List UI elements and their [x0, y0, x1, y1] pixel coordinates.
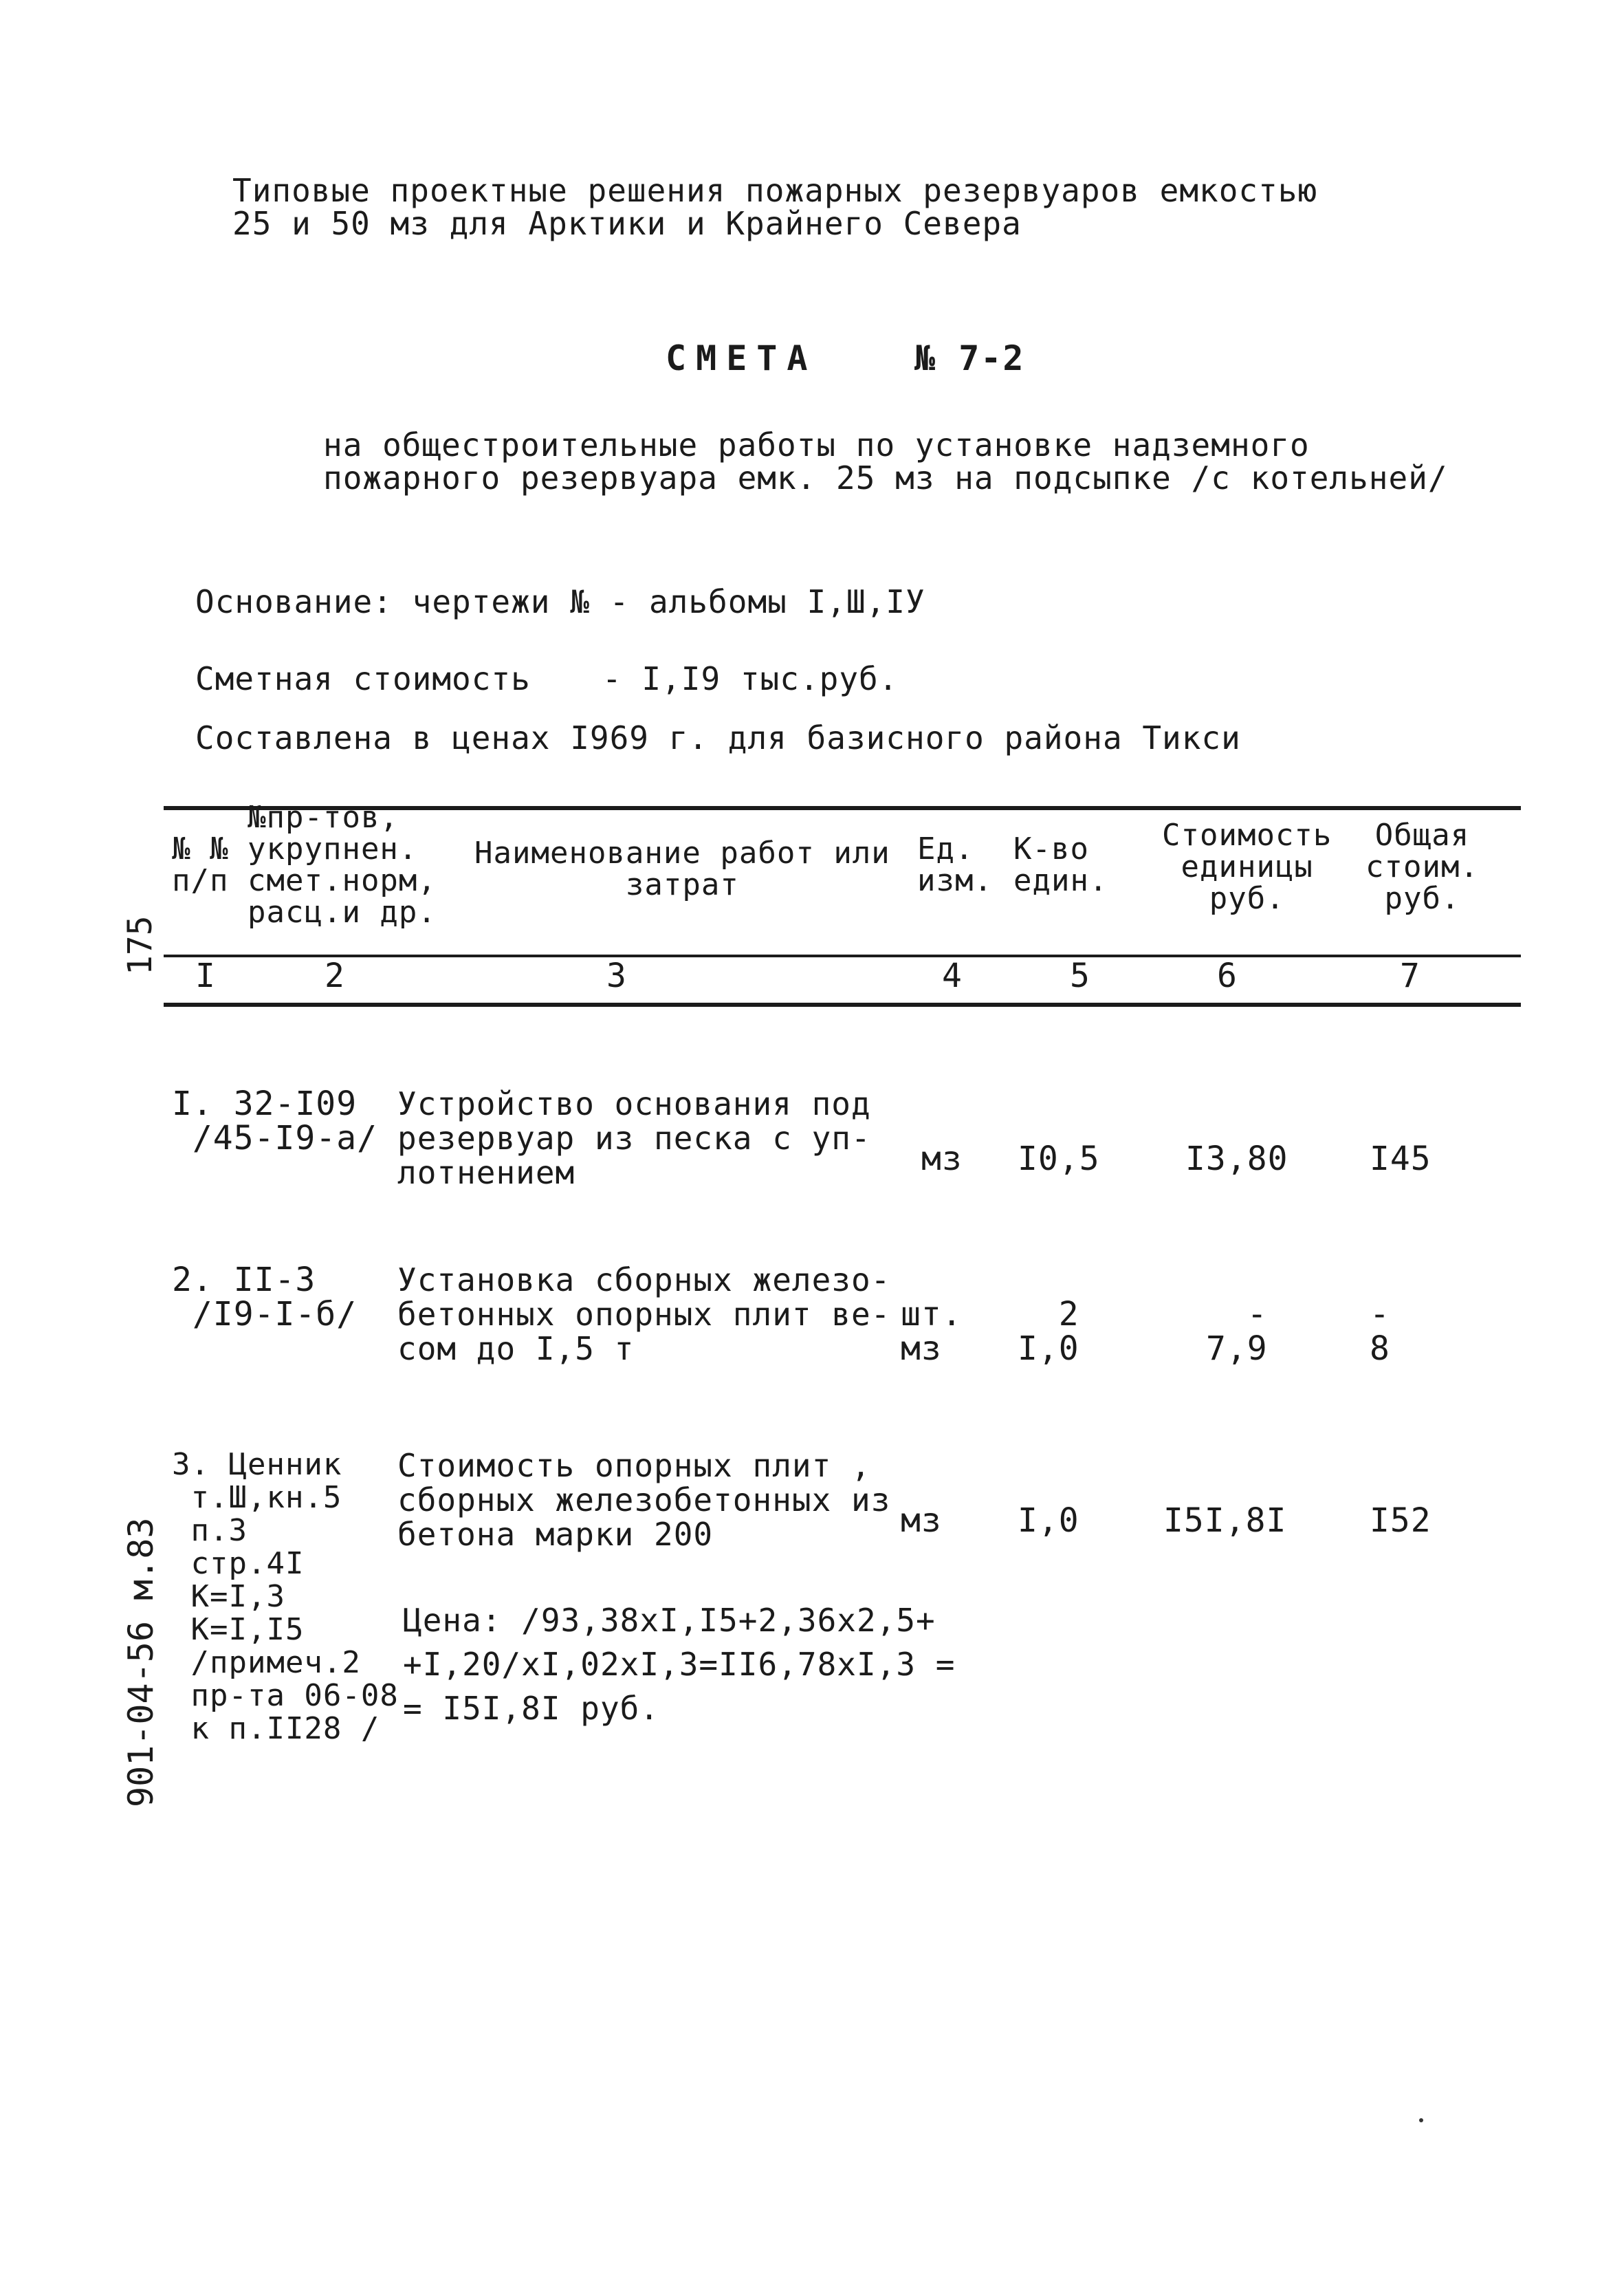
row-total: - 8	[1370, 1295, 1390, 1368]
row-unit: мз	[921, 1140, 963, 1178]
row-unit-price: I5I,8I	[1163, 1501, 1287, 1540]
row-unit: мз	[901, 1501, 942, 1540]
header-col-5: К-во един.	[1013, 831, 1108, 898]
row-total: I45	[1370, 1140, 1431, 1178]
header-col-1: № № п/п	[172, 831, 229, 898]
row-unit: шт. мз	[901, 1295, 963, 1368]
row-ref: 3. Ценник т.Ш,кн.5 п.3 стр.4I К=I,3 К=I,I5 /примеч.2 пр-та 06-08 к п.II28 /	[172, 1447, 399, 1746]
col-number: 5	[1070, 957, 1090, 995]
side-document-code: 901-04-56 м.83	[121, 1517, 161, 1807]
header-col-2: №пр-тов, укрупнен. смет.норм, расц.и др.	[248, 800, 437, 930]
stray-mark	[1419, 2118, 1423, 2122]
header-col-6: Стоимость единицы руб.	[1162, 818, 1332, 916]
side-page-number: 175	[121, 915, 160, 975]
subtitle-line-1: на общестроительные работы по установке надземного	[323, 426, 1310, 464]
header-col-4: Ед. изм.	[917, 831, 993, 898]
row-qty: 2 I,0	[1018, 1295, 1079, 1368]
header-line-1: Типовые проектные решения пожарных резервуаров емкостью	[232, 172, 1318, 209]
row-work-name: Стоимость опорных плит , сборных железобетонных из бетона марки 200	[397, 1447, 891, 1553]
basis-line: Основание: чертежи № - альбомы I,Ш,IУ	[195, 583, 925, 620]
col-number: 4	[942, 957, 963, 995]
prices-note: Составлена в ценах I969 г. для базисного района Тикси	[195, 719, 1241, 756]
row-ref: 2. II-3 /I9-I-б/	[172, 1261, 358, 1334]
row-work-name: Устройство основания под резервуар из песка с уп- лотнением	[397, 1085, 871, 1191]
header-line-2: 25 и 50 мз для Арктики и Крайнего Севера	[232, 205, 1022, 242]
row-ref: I. 32-I09 /45-I9-а/	[172, 1085, 377, 1157]
row-qty: I0,5	[1018, 1140, 1100, 1178]
row-unit-price: - 7,9	[1206, 1295, 1268, 1368]
row-work-name: Установка сборных железо- бетонных опорных плит ве- сом до I,5 т	[397, 1261, 891, 1367]
row-qty: I,0	[1018, 1501, 1079, 1540]
col-number: 2	[325, 957, 345, 995]
price-calculation: Цена: /93,38хI,I5+2,36х2,5+ +I,20/хI,02хI,3=II6,78хI,3 = = I5I,8I руб.	[403, 1602, 956, 1727]
subtitle-line-2: пожарного резервуара емк. 25 мз на подсыпке /с котельней/	[323, 459, 1448, 497]
document-title: СМЕТА	[666, 338, 818, 378]
row-total: I52	[1370, 1501, 1431, 1540]
cost-value: - I,I9 тыс.руб.	[602, 660, 899, 697]
table-colnum-rule	[164, 1003, 1521, 1007]
col-number: I	[195, 957, 216, 995]
row-unit-price: I3,80	[1185, 1140, 1288, 1178]
col-number: 7	[1400, 957, 1420, 995]
table-header-rule	[164, 955, 1521, 957]
col-number: 6	[1217, 957, 1238, 995]
document-number: № 7-2	[914, 338, 1025, 378]
col-number: 3	[606, 957, 627, 995]
header-col-3: Наименование работ или затрат	[474, 836, 890, 902]
header-col-7: Общая стоим. руб.	[1365, 818, 1479, 916]
cost-label: Сметная стоимость	[195, 660, 531, 697]
